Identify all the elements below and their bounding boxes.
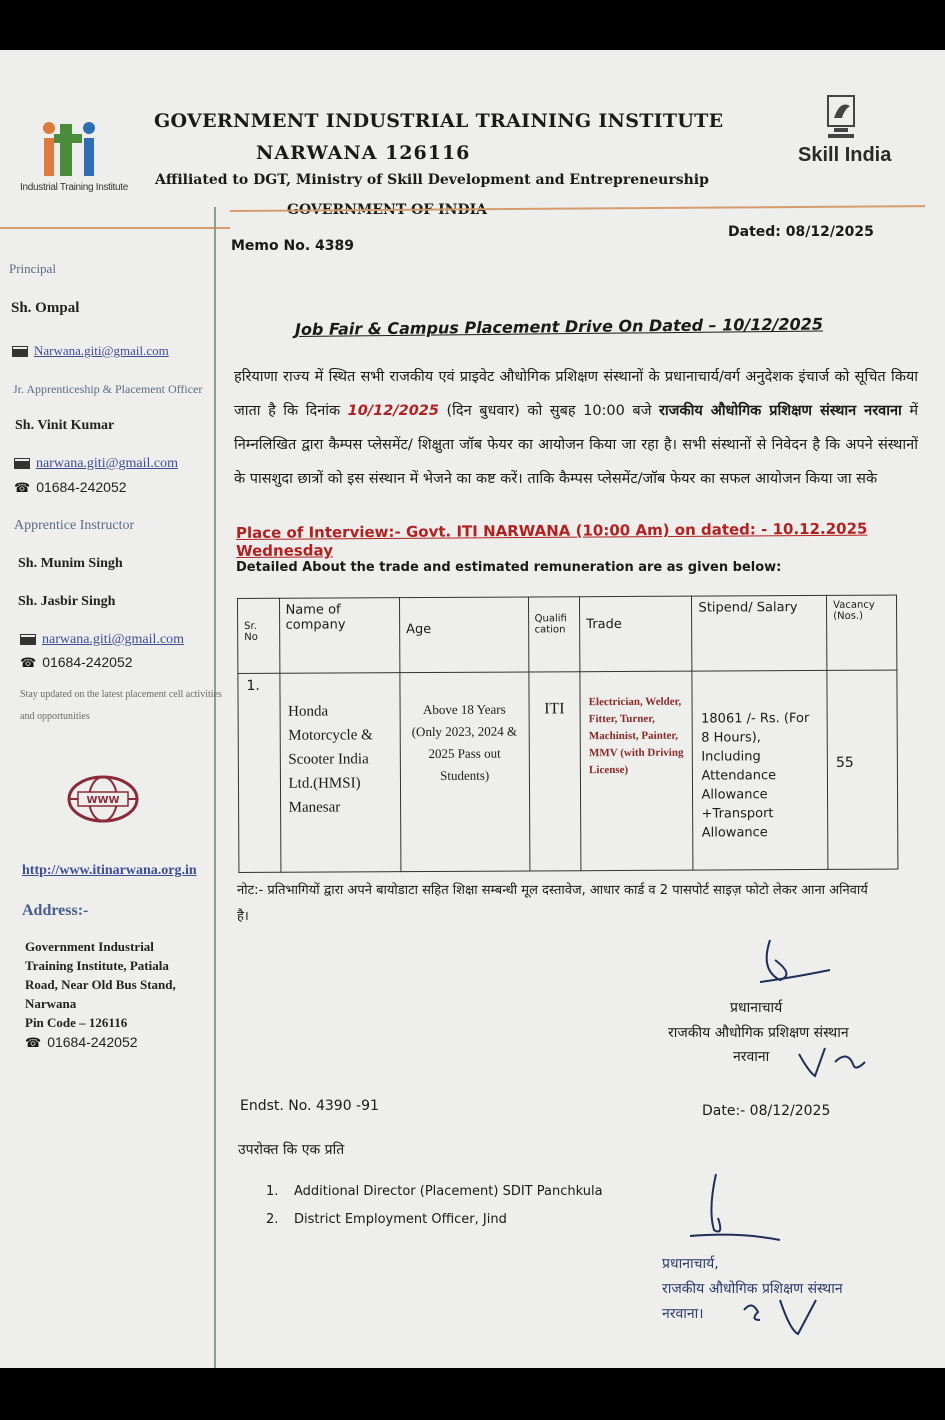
institute-name: GOVERNMENT INDUSTRIAL TRAINING INSTITUTE	[154, 110, 724, 132]
table-row	[238, 670, 898, 872]
list-number: 2.	[266, 1212, 279, 1227]
iti-logo	[18, 118, 140, 208]
memo-date: Dated: 08/12/2025	[728, 224, 874, 240]
copy-line: उपरोक्त कि एक प्रति	[238, 1142, 345, 1158]
sidebar-divider	[214, 207, 216, 1368]
phone-icon: ☎	[14, 480, 31, 495]
place-of-interview: Place of Interview:- Govt. ITI NARWANA (10:00 Am) on dated: - 10.12.2025 Wednesday	[235, 519, 868, 560]
globe-www-icon	[66, 774, 140, 824]
signatory-title: प्रधानाचार्य	[730, 1000, 783, 1016]
instructor-phone-row	[20, 654, 133, 672]
list-text: Additional Director (Placement) SDIT Panchkula	[294, 1184, 603, 1199]
apprentice-phone: 01684-242052	[36, 479, 127, 495]
instructor-email-link[interactable]: narwana.giti@gmail.com	[42, 632, 184, 647]
signatory-city: नरवाना	[733, 1049, 770, 1065]
detail-heading: Detailed About the trade and estimated remuneration are as given below:	[236, 560, 782, 575]
jobs-table	[237, 595, 898, 873]
instructor-name-1: Sh. Munim Singh	[18, 556, 123, 571]
signatory-institute: राजकीय औधोगिक प्रशिक्षण संस्थान	[668, 1025, 849, 1041]
header-salary: Stipend/ Salary	[692, 595, 827, 671]
principal-signature	[740, 930, 840, 1000]
document-page	[0, 50, 945, 1368]
cell-salary: 18061 /- Rs. (For 8 Hours), Including Attendance Allowance +Transport Allowance	[692, 670, 828, 870]
address-line: Road, Near Old Bus Stand,	[25, 977, 176, 992]
principal-name: Sh. Ompal	[11, 300, 80, 316]
www-text: WWW	[86, 795, 120, 806]
copy-list	[266, 1178, 603, 1234]
address-block	[25, 937, 215, 1032]
table-header-row	[238, 595, 897, 673]
skill-india-logo	[810, 88, 870, 148]
paragraph-text: हरियाणा राज्य में स्थित सभी राजकीय एवं प्राइवेट औधोगिक प्रशिक्षण संस्थानों के प्रधानाचार्य/वर्ग अनुदेशक इंचार्ज को सूचित किया जाता है कि दिनांक	[234, 369, 918, 419]
header-sr: Sr. No	[238, 598, 280, 673]
endorsement-date: Date:- 08/12/2025	[702, 1103, 831, 1119]
header-qualification: Qualifi cation	[528, 597, 580, 672]
apprentice-phone-row	[14, 479, 127, 497]
memo-number: Memo No. 4389	[231, 238, 354, 254]
cell-sr: 1.	[238, 673, 281, 872]
header-divider-left	[0, 227, 230, 229]
address-phone-row	[25, 1034, 138, 1052]
mail-icon	[14, 458, 30, 469]
second-signatory-city: नरवाना।	[662, 1306, 704, 1322]
skill-india-text: Skill India	[798, 144, 892, 166]
instructor-email-row	[20, 630, 184, 648]
second-signatory-title: प्रधानाचार्य,	[662, 1256, 719, 1272]
principal-label: Principal	[9, 261, 56, 276]
mail-icon	[12, 346, 28, 357]
institute-city: NARWANA 126116	[256, 142, 471, 164]
website-link[interactable]: http://www.itinarwana.org.in	[22, 863, 197, 878]
instructor-phone: 01684-242052	[42, 654, 133, 670]
endorsement-number: Endst. No. 4390 -91	[240, 1098, 379, 1114]
phone-icon: ☎	[20, 655, 37, 670]
note-text: नोट:- प्रतिभागियों द्वारा अपने बायोडाटा सहित शिक्षा सम्बन्धी मूल दस्तावेज, आधार कार्ड व 2 पासपोर्ट साइज़ फोटो लेकर आना अनिवार्य है।	[237, 883, 868, 924]
address-line: Training Institute, Patiala	[25, 958, 169, 973]
list-text: District Employment Officer, Jind	[294, 1212, 507, 1227]
second-signatory-institute: राजकीय औधोगिक प्रशिक्षण संस्थान	[662, 1281, 843, 1297]
sidebar-note: Stay updated on the latest placement cell activities and opportunities	[20, 689, 222, 722]
mail-icon	[20, 634, 36, 645]
cell-age: Above 18 Years (Only 2023, 2024 & 2025 Pass out Students)	[400, 672, 530, 872]
cell-company: Honda Motorcycle & Scooter India Ltd.(HMSI) Manesar	[279, 673, 400, 873]
principal-email-link[interactable]: Narwana.giti@gmail.com	[34, 343, 169, 358]
list-item	[266, 1178, 603, 1206]
principal-email-row	[12, 342, 169, 360]
address-label: Address:-	[22, 902, 89, 919]
cell-vacancy: 55	[827, 670, 898, 869]
phone-icon: ☎	[25, 1035, 42, 1050]
notice-paragraph	[234, 360, 918, 496]
list-item	[266, 1206, 603, 1234]
header-company: Name of company	[279, 598, 400, 674]
header-trade: Trade	[580, 596, 693, 672]
initial-mark	[795, 1042, 875, 1082]
initial-mark	[740, 1290, 830, 1350]
paragraph-text: में निम्नलिखित द्वारा कैम्पस प्लेसमेंट/ शिक्षुता जॉब फेयर का आयोजन किया जा रहा है। सभी संस्थानों से निवेदन है कि अपने संस्थानों के पासशुदा छात्रों को इस संस्थान में भेजने का कष्ट करें। ताकि कैम्पस प्लेसमेंट/जॉब फेयर का सफल आयोजन किया जा सके	[234, 403, 918, 487]
second-signature	[680, 1170, 790, 1260]
paragraph-institute: राजकीय औधोगिक प्रशिक्षण संस्थान नरवाना	[659, 403, 902, 419]
paragraph-date: 10/12/2025	[347, 403, 439, 419]
instructor-name-2: Sh. Jasbir Singh	[18, 594, 116, 609]
apprentice-email-row	[14, 454, 178, 472]
list-number: 1.	[266, 1184, 279, 1199]
address-line: Narwana	[25, 996, 77, 1011]
apprentice-email-link[interactable]: narwana.giti@gmail.com	[36, 456, 178, 471]
cell-qualification: ITI	[528, 672, 581, 871]
notice-title: Job Fair & Campus Placement Drive On Dated – 10/12/2025	[294, 314, 824, 339]
header-age: Age	[399, 597, 528, 673]
paragraph-text: (दिन बुधवार) को सुबह 10:00 बजे	[438, 403, 659, 419]
address-line: Pin Code – 126116	[25, 1015, 128, 1030]
address-phone: 01684-242052	[47, 1034, 138, 1050]
instructor-label: Apprentice Instructor	[14, 518, 135, 533]
address-line: Government Industrial	[25, 939, 154, 954]
header-vacancy: Vacancy (Nos.)	[827, 595, 897, 670]
apprentice-label: Jr. Apprenticeship & Placement Officer	[13, 382, 203, 396]
logo-caption: Industrial Training Institute	[20, 182, 129, 193]
apprentice-name: Sh. Vinit Kumar	[15, 418, 115, 433]
cell-trade: Electrician, Welder, Fitter, Turner, Machinist, Painter, MMV (with Driving License)	[580, 671, 693, 871]
affiliation: Affiliated to DGT, Ministry of Skill Development and Entrepreneurship	[155, 172, 709, 188]
